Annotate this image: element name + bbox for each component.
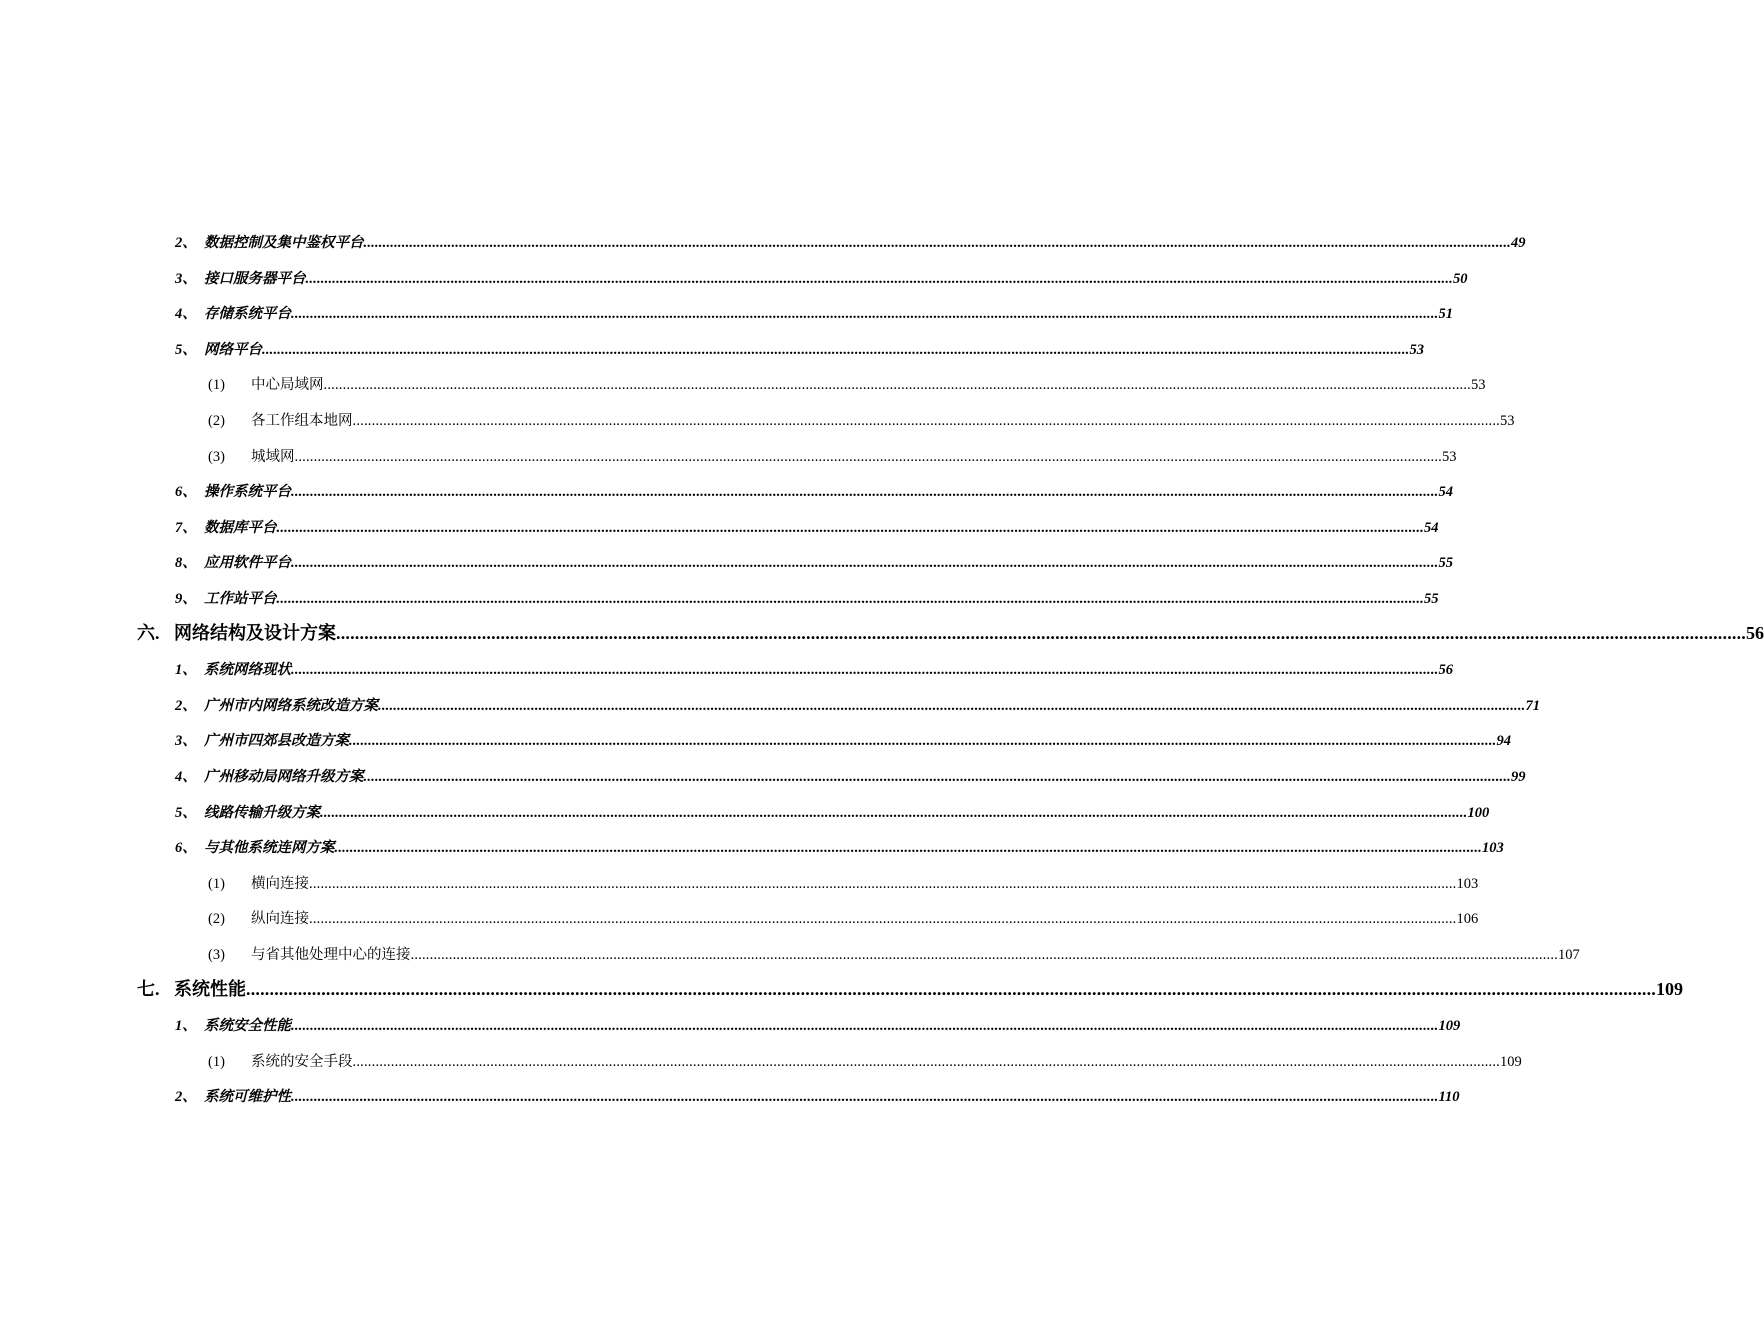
toc-section-entry[interactable] [175, 1083, 1460, 1111]
toc-entry-number: 5、 [175, 342, 197, 358]
toc-entry-title: 与其他系统连网方案 [204, 840, 335, 856]
dot-leader: ............................................................................................................................................................................................................................................................................................................ [291, 662, 1439, 678]
toc-entry-title: 纵向连接 [251, 911, 309, 927]
toc-entry-number: 3、 [175, 733, 197, 749]
toc-entry-number: 4、 [175, 769, 197, 785]
dot-leader: ............................................................................................................................................................................................................................................................................................................ [291, 1018, 1439, 1034]
dot-leader: ............................................................................................................................................................................................................................................................................................................ [305, 271, 1453, 287]
dot-leader: ............................................................................................................................................................................................................................................................................................................ [309, 876, 1457, 892]
toc-entry-page-number: 56 [1438, 662, 1453, 678]
toc-section-entry[interactable] [175, 229, 1526, 257]
dot-leader: ............................................................................................................................................................................................................................................................................................................ [320, 805, 1468, 821]
toc-entry-title: 系统网络现状 [204, 662, 291, 678]
toc-entry-number: 7、 [175, 520, 197, 536]
dot-leader: ............................................................................................................................................................................................................................................................................................................ [363, 769, 1511, 785]
toc-entry-page-number: 54 [1438, 484, 1453, 500]
toc-entry-title: 应用软件平台 [204, 555, 291, 571]
dot-leader: ............................................................................................................................................................................................................................................................................................................ [291, 555, 1439, 571]
toc-entry-number: (3) [208, 947, 225, 963]
toc-entry-title: 数据库平台 [204, 520, 277, 536]
toc-entry-title: 城域网 [251, 449, 295, 465]
dot-leader: ............................................................................................................................................................................................................................................................................................................ [276, 591, 1424, 607]
toc-subsection-entry[interactable] [208, 1048, 1522, 1076]
toc-section-entry[interactable] [175, 300, 1453, 328]
toc-entry-title: 系统安全性能 [204, 1018, 291, 1034]
toc-entry-title: 网络平台 [204, 342, 262, 358]
toc-subsection-entry[interactable] [208, 407, 1515, 435]
toc-entry-title: 数据控制及集中鉴权平台 [204, 235, 364, 251]
toc-entry-number: 8、 [175, 555, 197, 571]
toc-entry-page-number: 51 [1438, 306, 1453, 322]
toc-entry-number: (3) [208, 449, 225, 465]
dot-leader: ............................................................................................................................................................................................................................................................................................................ [363, 235, 1511, 251]
dot-leader: ............................................................................................................................................................................................................................................................................................................ [294, 449, 1442, 465]
toc-entry-number: 2、 [175, 235, 197, 251]
toc-entry-number: (2) [208, 413, 225, 429]
dot-leader: ............................................................................................................................................................................................................................................................................................................ [352, 1054, 1500, 1070]
toc-entry-page-number: 55 [1438, 555, 1453, 571]
toc-entry-page-number: 110 [1438, 1089, 1460, 1105]
toc-entry-number: (1) [208, 377, 225, 393]
toc-entry-title: 操作系统平台 [204, 484, 291, 500]
toc-section-entry[interactable] [175, 1012, 1461, 1040]
toc-entry-number: 6、 [175, 484, 197, 500]
toc-entry-page-number: 53 [1442, 449, 1457, 465]
toc-entry-number: 1、 [175, 662, 197, 678]
toc-entry-page-number: 94 [1496, 733, 1511, 749]
toc-entry-number: 七. [137, 979, 160, 999]
toc-entry-page-number: 100 [1467, 805, 1490, 821]
dot-leader: ............................................................................................................................................................................................................................................................................................................ [262, 342, 1410, 358]
toc-subsection-entry[interactable] [208, 870, 1479, 898]
dot-leader: ............................................................................................................................................................................................................................................................................................................ [246, 979, 1656, 999]
toc-entry-page-number: 53 [1409, 342, 1424, 358]
toc-entry-number: 9、 [175, 591, 197, 607]
toc-entry-page-number: 54 [1424, 520, 1439, 536]
toc-section-entry[interactable] [175, 692, 1540, 720]
toc-entry-number: 3、 [175, 271, 197, 287]
dot-leader: ............................................................................................................................................................................................................................................................................................................ [291, 306, 1439, 322]
toc-entry-title: 广州市内网络系统改造方案 [204, 698, 378, 714]
toc-entry-page-number: 103 [1482, 840, 1504, 856]
toc-section-entry[interactable] [175, 727, 1511, 755]
toc-entry-title: 接口服务器平台 [204, 271, 306, 287]
toc-entry-page-number: 50 [1453, 271, 1468, 287]
toc-chapter-entry[interactable] [137, 619, 1764, 647]
dot-leader: ............................................................................................................................................................................................................................................................................................................ [291, 1089, 1439, 1105]
toc-entry-title: 中心局域网 [251, 377, 324, 393]
toc-entry-number: (1) [208, 876, 225, 892]
toc-entry-title: 横向连接 [251, 876, 309, 892]
toc-subsection-entry[interactable] [208, 443, 1457, 471]
toc-entry-number: 4、 [175, 306, 197, 322]
toc-entry-title: 网络结构及设计方案 [174, 623, 336, 643]
toc-entry-number: 六. [137, 623, 160, 643]
toc-section-entry[interactable] [175, 656, 1453, 684]
toc-entry-page-number: 106 [1456, 911, 1479, 927]
dot-leader: ............................................................................................................................................................................................................................................................................................................ [309, 911, 1457, 927]
dot-leader: ............................................................................................................................................................................................................................................................................................................ [378, 698, 1526, 714]
dot-leader: ............................................................................................................................................................................................................................................................................................................ [323, 377, 1471, 393]
toc-entry-title: 系统的安全手段 [251, 1054, 353, 1070]
toc-section-entry[interactable] [175, 763, 1526, 791]
toc-entry-page-number: 107 [1558, 947, 1580, 963]
toc-entry-page-number: 55 [1424, 591, 1439, 607]
dot-leader: ............................................................................................................................................................................................................................................................................................................ [291, 484, 1439, 500]
toc-section-entry[interactable] [175, 549, 1453, 577]
toc-entry-title: 系统可维护性 [204, 1089, 291, 1105]
toc-chapter-entry[interactable] [137, 975, 1683, 1003]
dot-leader: ............................................................................................................................................................................................................................................................................................................ [336, 623, 1746, 643]
toc-entry-title: 广州市四郊县改造方案 [204, 733, 349, 749]
toc-entry-title: 与省其他处理中心的连接 [251, 947, 411, 963]
dot-leader: ............................................................................................................................................................................................................................................................................................................ [410, 947, 1558, 963]
dot-leader: ............................................................................................................................................................................................................................................................................................................ [349, 733, 1497, 749]
toc-entry-title: 各工作组本地网 [251, 413, 353, 429]
dot-leader: ............................................................................................................................................................................................................................................................................................................ [334, 840, 1482, 856]
toc-entry-number: 6、 [175, 840, 197, 856]
toc-entry-number: 1、 [175, 1018, 197, 1034]
toc-entry-number: 5、 [175, 805, 197, 821]
toc-entry-page-number: 99 [1511, 769, 1526, 785]
toc-entry-title: 存储系统平台 [204, 306, 291, 322]
toc-entry-page-number: 109 [1438, 1018, 1461, 1034]
toc-entry-page-number: 53 [1471, 377, 1486, 393]
toc-section-entry[interactable] [175, 478, 1453, 506]
toc-entry-number: (2) [208, 911, 225, 927]
toc-entry-page-number: 71 [1525, 698, 1540, 714]
toc-entry-page-number: 109 [1500, 1054, 1522, 1070]
toc-entry-page-number: 109 [1656, 979, 1683, 999]
toc-section-entry[interactable] [175, 585, 1439, 613]
toc-entry-title: 系统性能 [174, 979, 246, 999]
toc-entry-number: 2、 [175, 698, 197, 714]
dot-leader: ............................................................................................................................................................................................................................................................................................................ [352, 413, 1500, 429]
toc-entry-page-number: 103 [1456, 876, 1479, 892]
toc-subsection-entry[interactable] [208, 905, 1479, 933]
toc-section-entry[interactable] [175, 336, 1424, 364]
toc-section-entry[interactable] [175, 514, 1439, 542]
toc-entry-page-number: 56 [1746, 623, 1764, 643]
toc-subsection-entry[interactable] [208, 371, 1486, 399]
toc-section-entry[interactable] [175, 834, 1504, 862]
toc-entry-title: 广州移动局网络升级方案 [204, 769, 364, 785]
toc-section-entry[interactable] [175, 265, 1468, 293]
toc-entry-title: 工作站平台 [204, 591, 277, 607]
toc-entry-page-number: 49 [1511, 235, 1526, 251]
toc-entry-number: 2、 [175, 1089, 197, 1105]
toc-subsection-entry[interactable] [208, 941, 1580, 969]
toc-entry-number: (1) [208, 1054, 225, 1070]
toc-entry-page-number: 53 [1500, 413, 1515, 429]
dot-leader: ............................................................................................................................................................................................................................................................................................................ [276, 520, 1424, 536]
toc-entry-title: 线路传输升级方案 [204, 805, 320, 821]
toc-section-entry[interactable] [175, 799, 1490, 827]
